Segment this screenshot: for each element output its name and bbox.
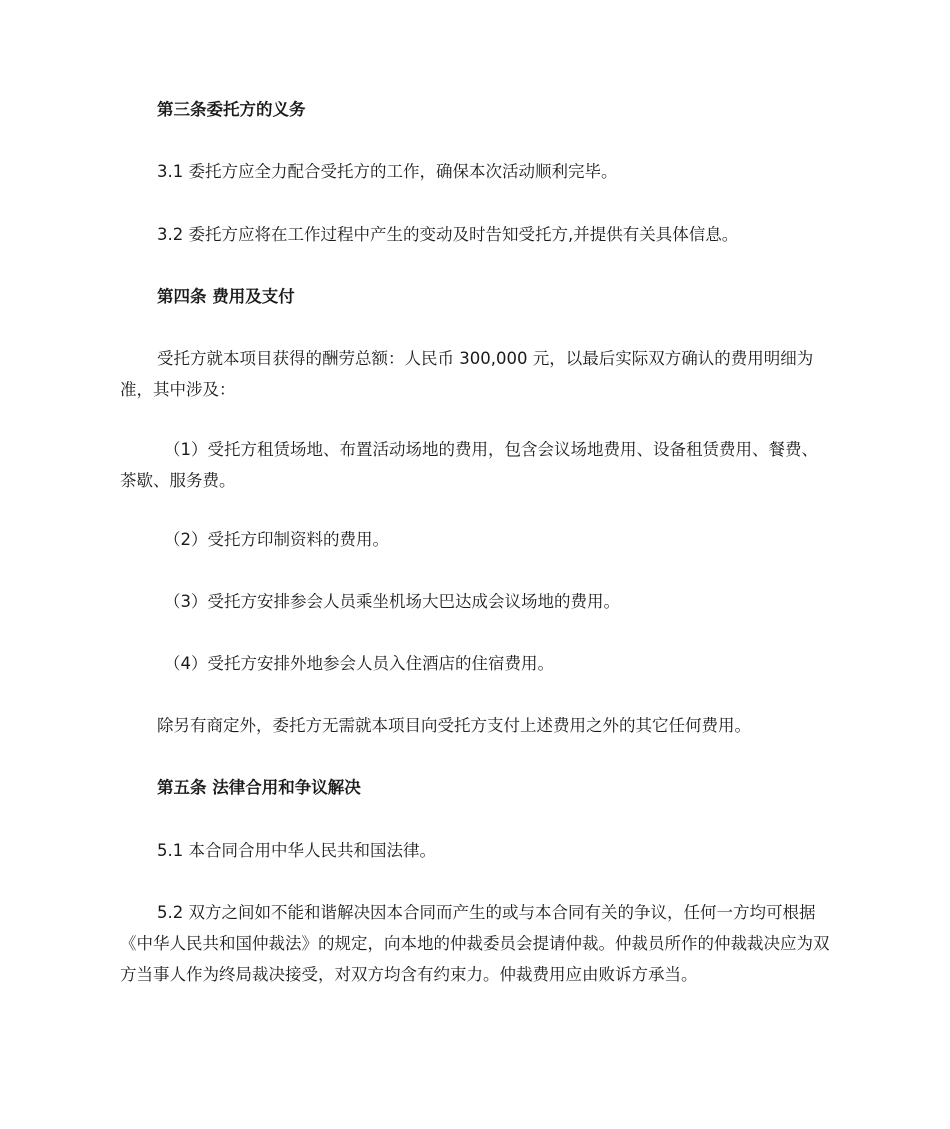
clause-3-1: 3.1 委托方应全力配合受托方的工作，确保本次活动顺利完毕。: [157, 162, 618, 181]
clause-5-1: 5.1 本合同合用中华人民共和国法律。: [157, 841, 436, 860]
article-4-heading: 第四条 费用及支付: [157, 287, 295, 306]
clause-3-2: 3.2 委托方应将在工作过程中产生的变动及时告知受托方,并提供有关具体信息。: [157, 225, 739, 244]
article-5-heading: 第五条 法律合用和争议解决: [157, 778, 361, 797]
fee-item-4: （4）受托方安排外地参会人员入住酒店的住宿费用。: [164, 654, 554, 673]
clause-5-2: 5.2 双方之间如不能和谐解决因本合同而产生的或与本合同有关的争议，任何一方均可根据《中华人民共和国仲裁法》的规定，向本地的仲裁委员会提请仲裁。仲裁员所作的仲裁裁决应为双方当事人作为终局裁决接受，对双方均含有约束力。仲裁费用应由败诉方承当。: [120, 903, 830, 984]
fee-item-2: （2）受托方印制资料的费用。: [164, 530, 389, 549]
article-3-heading: 第三条委托方的义务: [157, 100, 306, 119]
fee-item-1: （1）受托方租赁场地、布置活动场地的费用，包含会议场地费用、设备租赁费用、餐费、茶歇、服务费。: [120, 440, 818, 490]
fee-item-3: （3）受托方安排参会人员乘坐机场大巴达成会议场地的费用。: [164, 592, 620, 611]
fee-closing-paragraph: 除另有商定外，委托方无需就本项目向受托方支付上述费用之外的其它任何费用。: [157, 716, 751, 735]
fee-intro-paragraph: 受托方就本项目获得的酬劳总额：人民币 300,000 元，以最后实际双方确认的费用明细为准，其中涉及：: [120, 349, 814, 399]
